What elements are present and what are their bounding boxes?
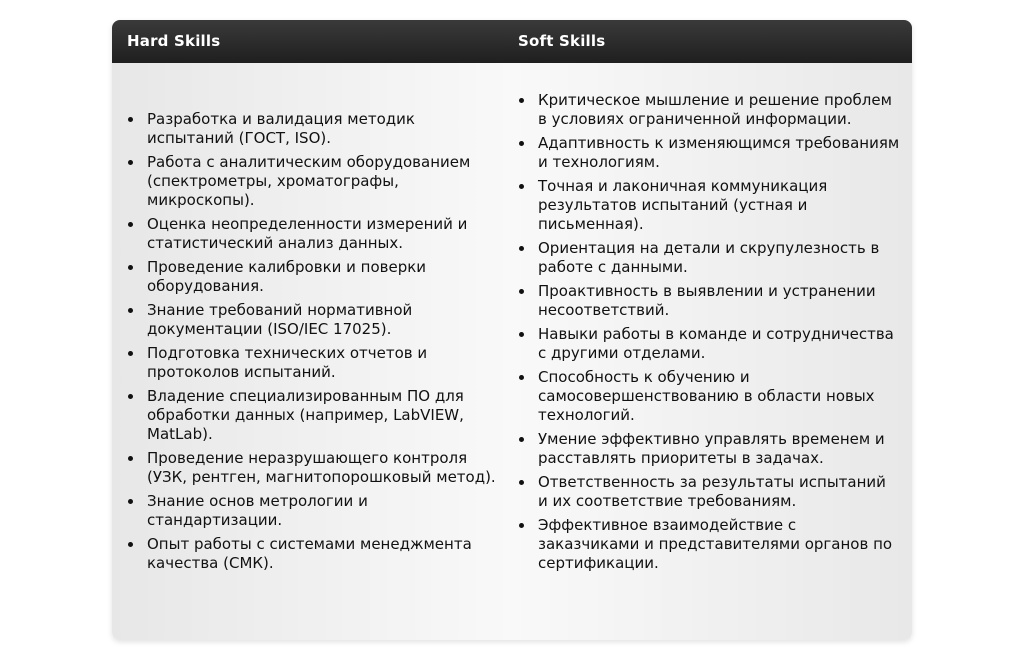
skills-table: [112, 20, 912, 640]
list-item: Ответственность за результаты испытаний и их соответствие требованиям.: [538, 473, 900, 511]
list-item: Работа с аналитическим оборудованием (спектрометры, хроматографы, микроскопы).: [147, 153, 497, 210]
list-item: Навыки работы в команде и сотрудничества с другими отделами.: [538, 325, 900, 363]
soft-skills-list: [538, 91, 900, 578]
hard-skills-list: [147, 110, 497, 578]
table-header: [112, 20, 912, 63]
list-item: Знание требований нормативной документации (ISO/IEC 17025).: [147, 301, 497, 339]
list-item: Точная и лаконичная коммуникация результатов испытаний (устная и письменная).: [538, 177, 900, 234]
list-item: Разработка и валидация методик испытаний (ГОСТ, ISO).: [147, 110, 497, 148]
list-item: Проведение калибровки и поверки оборудования.: [147, 258, 497, 296]
list-item: Проактивность в выявлении и устранении несоответствий.: [538, 282, 900, 320]
hard-skills-header: Hard Skills: [127, 32, 221, 50]
list-item: Эффективное взаимодействие с заказчиками и представителями органов по сертификации.: [538, 516, 900, 573]
list-item: Владение специализированным ПО для обработки данных (например, LabVIEW, MatLab).: [147, 387, 497, 444]
list-item: Проведение неразрушающего контроля (УЗК, рентген, магнитопорошковый метод).: [147, 449, 496, 486]
list-item: Критическое мышление и решение проблем в условиях ограниченной информации.: [538, 91, 900, 129]
list-item: Подготовка технических отчетов и протоколов испытаний.: [147, 344, 497, 382]
list-item: Знание основ метрологии и стандартизации.: [147, 492, 497, 530]
list-item: Адаптивность к изменяющимся требованиям и технологиям.: [538, 134, 900, 171]
list-item: Оценка неопределенности измерений и статистический анализ данных.: [147, 215, 497, 253]
list-item: Ориентация на детали и скрупулезность в работе с данными.: [538, 239, 900, 277]
list-item: Умение эффективно управлять временем и расставлять приоритеты в задачах.: [538, 430, 900, 468]
list-item: Опыт работы с системами менеджмента качества (СМК).: [147, 535, 497, 573]
soft-skills-header: Soft Skills: [518, 32, 606, 50]
list-item: Способность к обучению и самосовершенствованию в области новых технологий.: [538, 368, 900, 425]
